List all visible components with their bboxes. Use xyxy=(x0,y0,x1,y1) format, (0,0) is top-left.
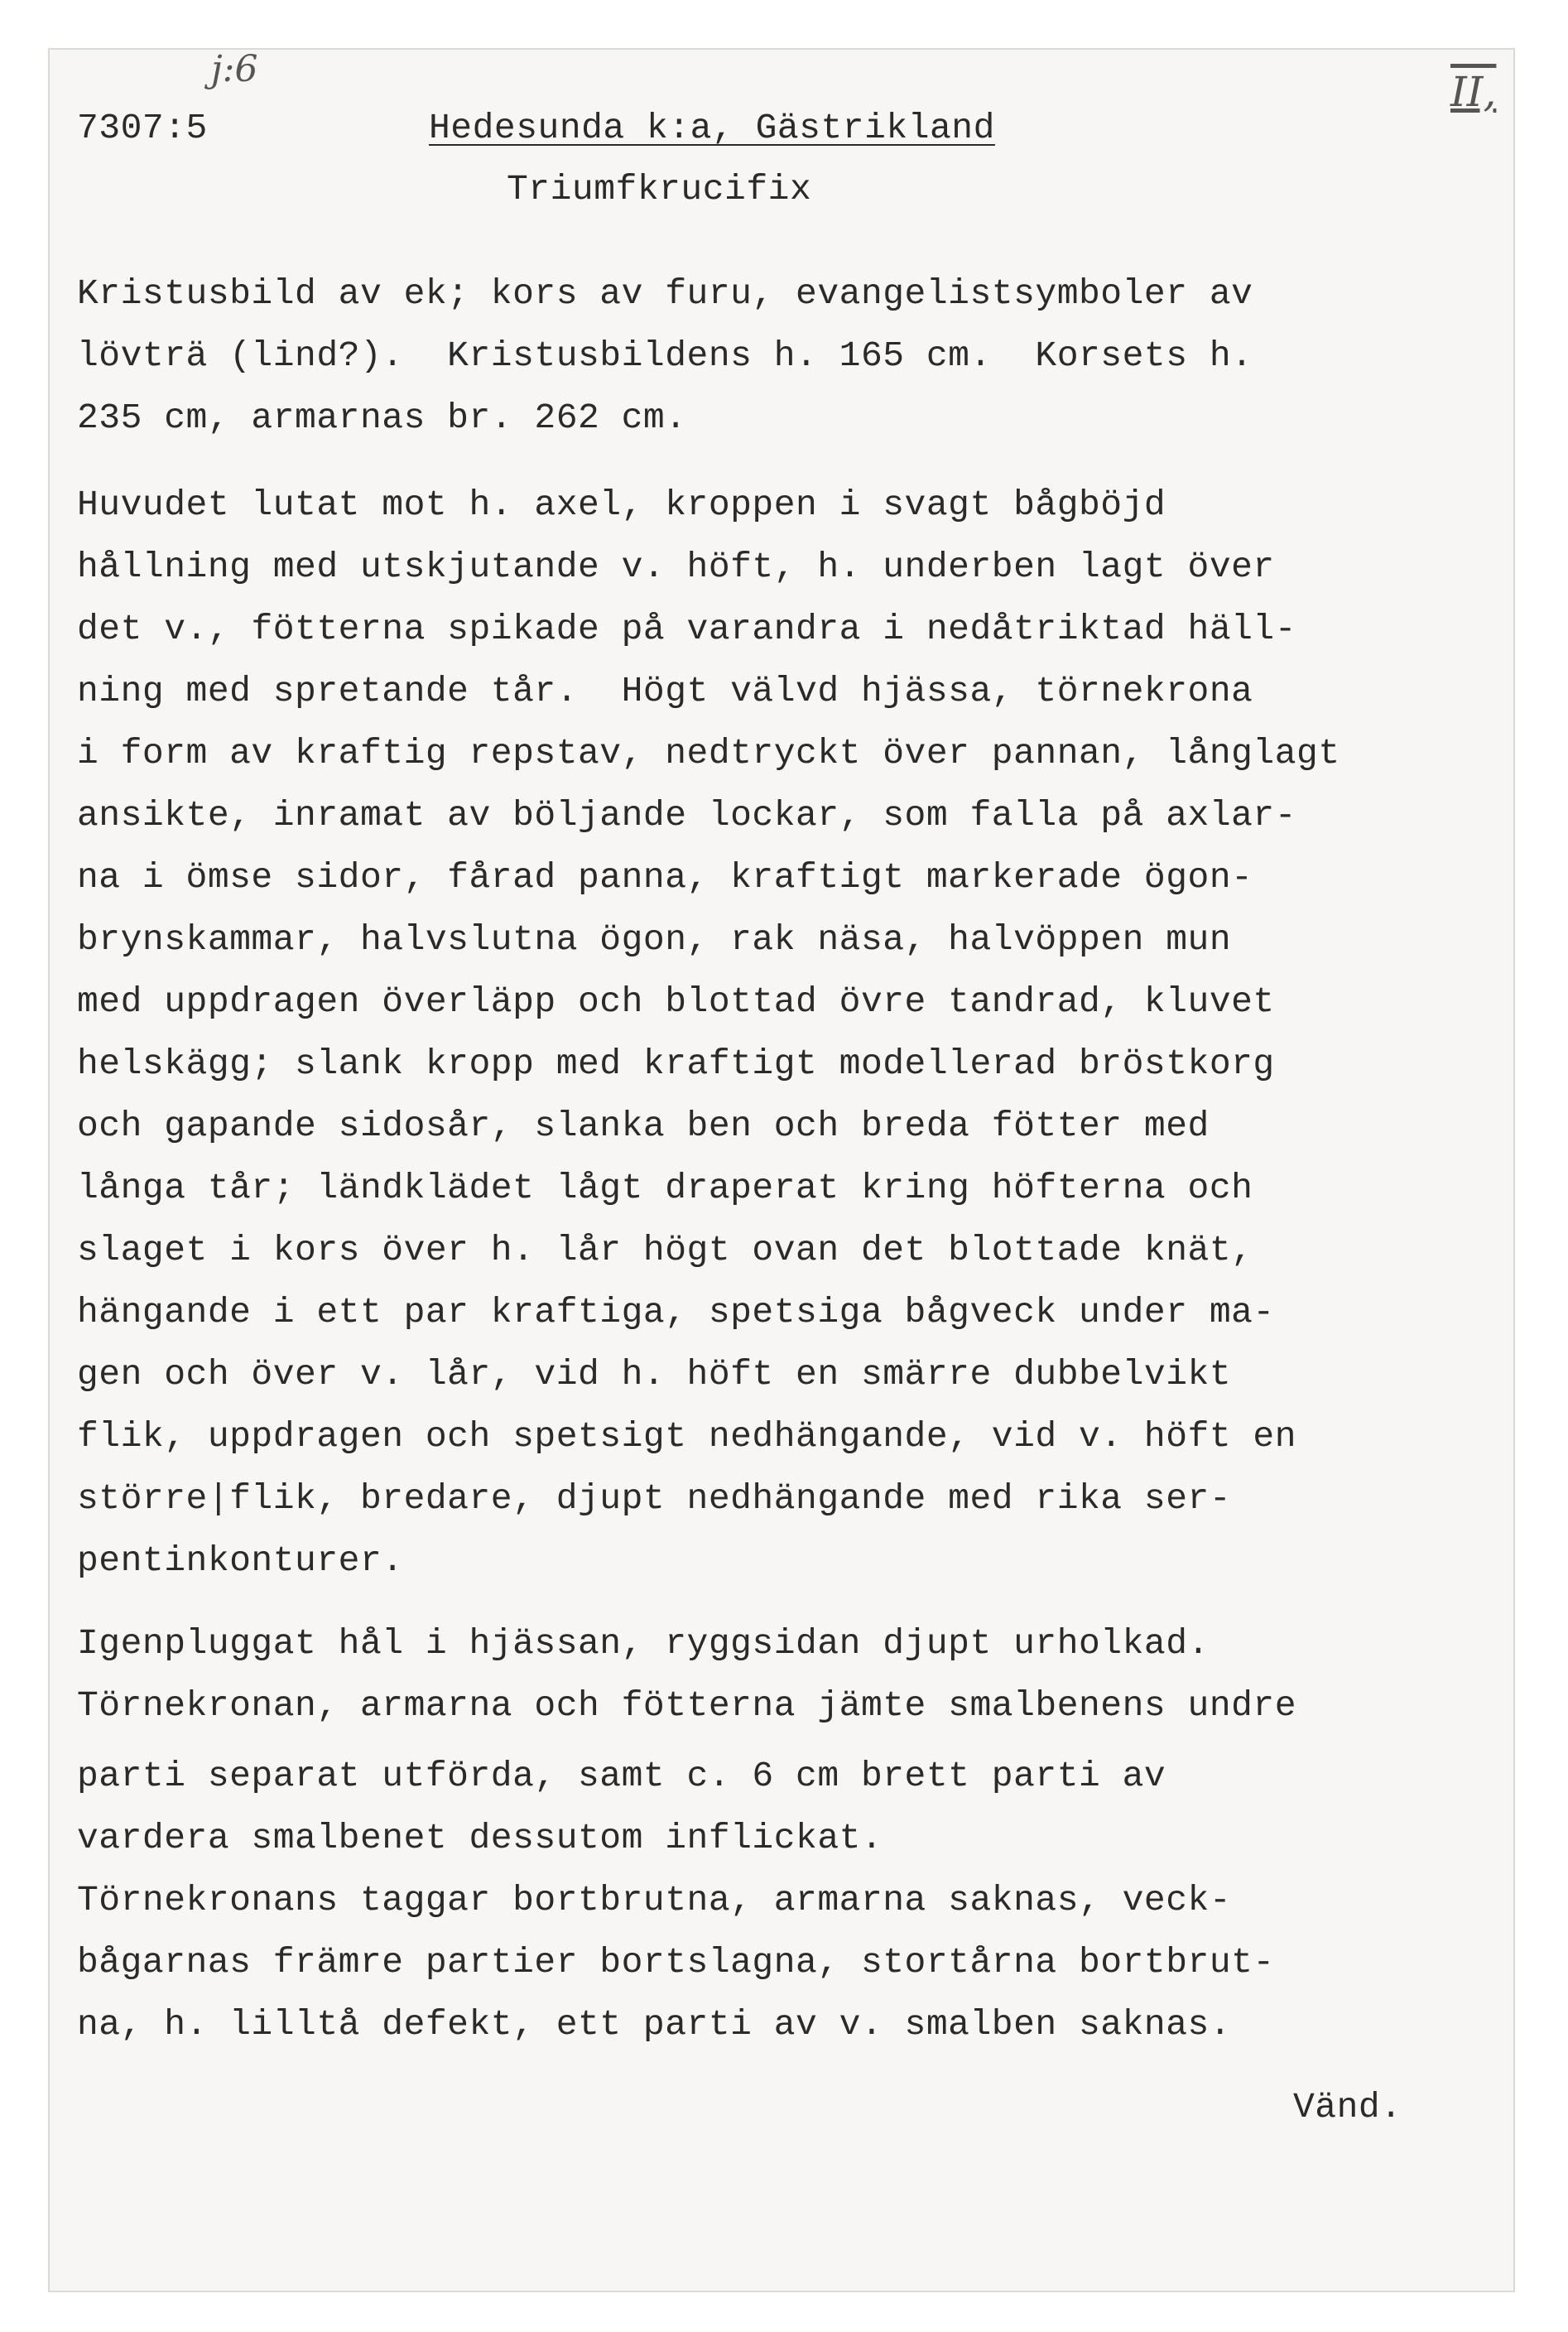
text-line: hängande i ett par kraftiga, spetsiga bågveck under ma- xyxy=(77,1292,1275,1332)
text-line: vardera smalbenet dessutom inflickat. xyxy=(77,1818,883,1858)
text-line: na, h. lilltå defekt, ett parti av v. smalben saknas. xyxy=(77,2004,1232,2045)
text-line: långa tår; ländklädet lågt draperat kring höfterna och xyxy=(77,1168,1253,1208)
text-line: 235 cm, armarnas br. 262 cm. xyxy=(77,398,687,438)
text-line: större|flik, bredare, djupt nedhängande med rika ser- xyxy=(77,1478,1232,1519)
text-line: Igenpluggat hål i hjässan, ryggsidan djupt urholkad. xyxy=(77,1623,1210,1664)
text-line: gen och över v. lår, vid h. höft en smärre dubbelvikt xyxy=(77,1354,1232,1395)
text-line: ning med spretande tår. Högt välvd hjässa, törnekrona xyxy=(77,671,1253,711)
catalog-number: 7307:5 xyxy=(77,108,208,148)
location-title: Hedesunda k:a, Gästrikland xyxy=(429,108,995,148)
object-title: Triumfkrucifix xyxy=(507,169,812,210)
corner-handwritten-note: j:6 xyxy=(211,48,258,90)
text-line: ansikte, inramat av böljande lockar, som falla på axlar- xyxy=(77,795,1297,836)
text-line: Huvudet lutat mot h. axel, kroppen i svagt bågböjd xyxy=(77,484,1166,525)
text-line: Törnekronan, armarna och fötterna jämte smalbenens undre xyxy=(77,1685,1297,1726)
text-line: lövträ (lind?). Kristusbildens h. 165 cm. Korsets h. xyxy=(77,335,1253,376)
text-line: i form av kraftig repstav, nedtryckt över pannan, långlagt xyxy=(77,733,1340,773)
text-line: slaget i kors över h. lår högt ovan det blottade knät, xyxy=(77,1230,1253,1270)
text-line: hållning med utskjutande v. höft, h. underben lagt över xyxy=(77,547,1275,587)
page-marker: II, xyxy=(1450,68,1497,116)
turn-over-note: Vänd. xyxy=(1293,2087,1402,2127)
text-line: flik, uppdragen och spetsigt nedhängande, vid v. höft en xyxy=(77,1416,1297,1457)
text-line: bågarnas främre partier bortslagna, stortårna bortbrut- xyxy=(77,1942,1275,1983)
text-line: och gapande sidosår, slanka ben och breda fötter med xyxy=(77,1106,1210,1146)
text-line: na i ömse sidor, fårad panna, kraftigt markerade ögon- xyxy=(77,857,1253,898)
text-line: parti separat utförda, samt c. 6 cm brett parti av xyxy=(77,1756,1166,1796)
text-line: Kristusbild av ek; kors av furu, evangelistsymboler av xyxy=(77,273,1253,314)
text-line: Törnekronans taggar bortbrutna, armarna saknas, veck- xyxy=(77,1880,1232,1920)
text-line: brynskammar, halvslutna ögon, rak näsa, halvöppen mun xyxy=(77,919,1232,960)
text-line: det v., fötterna spikade på varandra i nedåtriktad häll- xyxy=(77,609,1297,649)
text-line: helskägg; slank kropp med kraftigt modellerad bröstkorg xyxy=(77,1043,1275,1084)
text-line: med uppdragen överläpp och blottad övre tandrad, kluvet xyxy=(77,981,1275,1022)
text-line: pentinkonturer. xyxy=(77,1540,404,1581)
